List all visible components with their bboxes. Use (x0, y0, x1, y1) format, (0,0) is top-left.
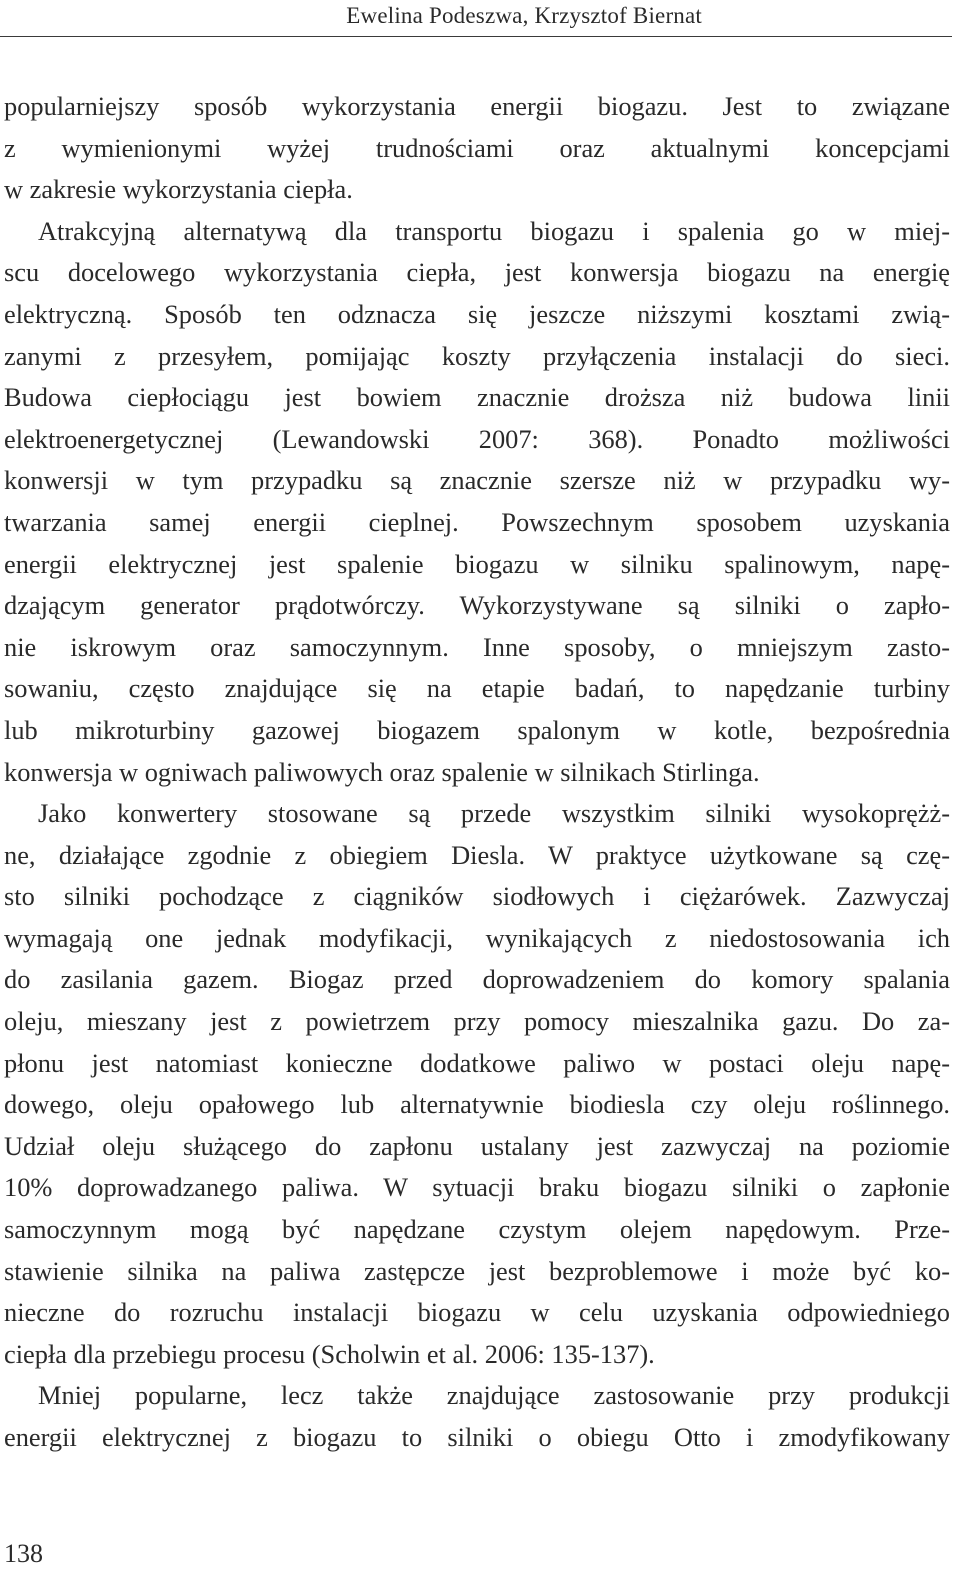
text-line: stawienie silnika na paliwa zastępcze jest bezproblemowe i może być ko- (4, 1255, 950, 1286)
text-line: twarzania samej energii cieplnej. Powszechnym sposobem uzyskania (4, 506, 950, 537)
running-header (0, 0, 952, 37)
text-line: oleju, mieszany jest z powietrzem przy pomocy mieszalnika gazu. Do za- (4, 1006, 950, 1037)
text-line: elektryczną. Sposób ten odznacza się jeszcze niższymi kosztami zwią- (4, 298, 950, 329)
text-line: Atrakcyjną alternatywą dla transportu biogazu i spalenia go w miej- (38, 215, 950, 246)
text-line: dowego, oleju opałowego lub alternatywnie biodiesla czy oleju roślinnego. (4, 1089, 950, 1120)
text-line: 10% doprowadzanego paliwa. W sytuacji braku biogazu silniki o zapłonie (4, 1172, 950, 1203)
text-line: wymagają one jednak modyfikacji, wynikających z niedostosowania ich (4, 922, 950, 953)
text-line: płonu jest natomiast konieczne dodatkowe paliwo w postaci oleju napę- (4, 1047, 950, 1078)
text-line: zanymi z przesyłem, pomijając koszty przyłączenia instalacji do sieci. (4, 340, 950, 371)
text-line: Mniej popularne, lecz także znajdujące zastosowanie przy produkcji (38, 1380, 950, 1411)
text-line: elektroenergetycznej (Lewandowski 2007: 368). Ponadto możliwości (4, 423, 950, 454)
page-number: 138 (4, 1539, 43, 1568)
text-line: ciepła dla przebiegu procesu (Scholwin et al. 2006: 135-137). (4, 1338, 655, 1369)
text-line: w zakresie wykorzystania ciepła. (4, 174, 353, 205)
text-line: z wymienionymi wyżej trudnościami oraz aktualnymi koncepcjami (4, 132, 950, 163)
text-line: sowaniu, często znajdujące się na etapie badań, to napędzanie turbiny (4, 673, 950, 704)
text-line: nieczne do rozruchu instalacji biogazu w celu uzyskania odpowiedniego (4, 1297, 950, 1328)
text-line: lub mikroturbiny gazowej biogazem spalonym w kotle, bezpośrednia (4, 714, 950, 745)
text-line: do zasilania gazem. Biogaz przed doprowadzeniem do komory spalania (4, 964, 950, 995)
text-line: dzającym generator prądotwórczy. Wykorzystywane są silniki o zapło- (4, 590, 950, 621)
text-line: energii elektrycznej z biogazu to silniki o obiegu Otto i zmodyfikowany (4, 1422, 950, 1452)
text-line: sto silniki pochodzące z ciągników siodłowych i ciężarówek. Zazwyczaj (4, 881, 950, 912)
text-line: ne, działające zgodnie z obiegiem Diesla. W praktyce użytkowane są czę- (4, 839, 950, 870)
text-line: konwersja w ogniwach paliwowych oraz spalenie w silnikach Stirlinga. (4, 756, 760, 787)
text-line: Udział oleju służącego do zapłonu ustalany jest zazwyczaj na poziomie (4, 1130, 950, 1161)
text-line: scu docelowego wykorzystania ciepła, jest konwersja biogazu na energię (4, 257, 950, 288)
text-line: Budowa ciepłociągu jest bowiem znacznie droższa niż budowa linii (4, 382, 950, 413)
text-line: nie iskrowym oraz samoczynnym. Inne sposoby, o mniejszym zasto- (4, 631, 950, 662)
text-line: samoczynnym mogą być napędzane czystym olejem napędowym. Prze- (4, 1214, 950, 1245)
body-text (4, 86, 950, 1459)
text-line: popularniejszy sposób wykorzystania energii biogazu. Jest to związane (4, 91, 950, 121)
text-line: Jako konwertery stosowane są przede wszystkim silniki wysokoprężż- (38, 798, 950, 829)
text-line: konwersji w tym przypadku są znacznie szersze niż w przypadku wy- (4, 465, 950, 496)
header-authors: Ewelina Podeszwa, Krzysztof Biernat (346, 3, 702, 28)
text-line: energii elektrycznej jest spalenie biogazu w silniku spalinowym, napę- (4, 548, 950, 579)
